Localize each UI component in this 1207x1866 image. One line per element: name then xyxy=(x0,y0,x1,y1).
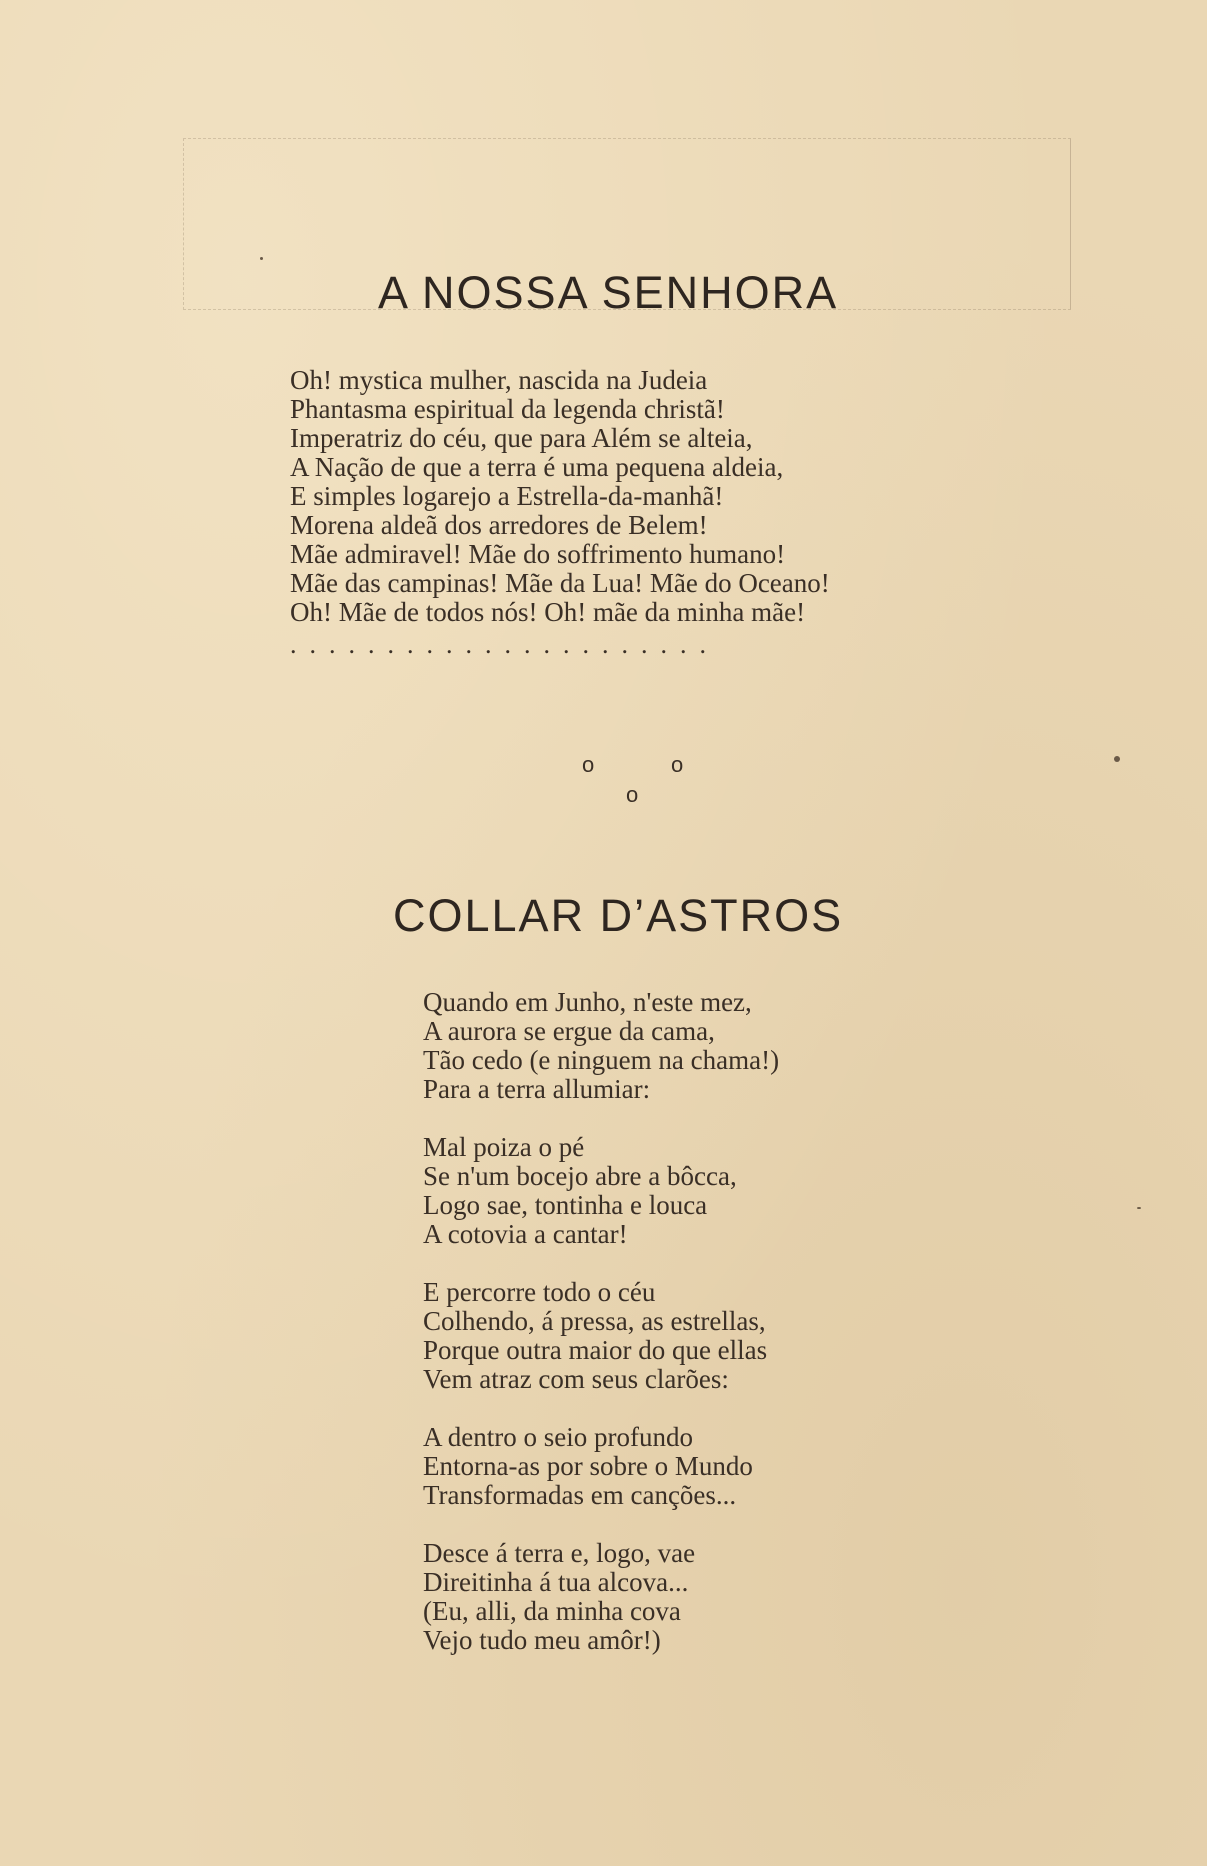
poem-line: Oh! Mãe de todos nós! Oh! mãe da minha mãe! xyxy=(290,597,806,627)
stanza xyxy=(423,1423,779,1510)
poem-line: Entorna-as por sobre o Mundo xyxy=(423,1451,753,1481)
poem-line: Tão cedo (e ninguem na chama!) xyxy=(423,1045,780,1075)
poem-title-collar-dastros: COLLAR D’ASTROS xyxy=(393,890,844,941)
poem-line: Para a terra allumiar: xyxy=(423,1074,651,1104)
paper-speck xyxy=(1137,1207,1141,1209)
poem-line: Morena aldeã dos arredores de Belem! xyxy=(290,510,708,540)
stanza xyxy=(423,1539,779,1655)
poem-line: A aurora se ergue da cama, xyxy=(423,1016,715,1046)
poem-line: E simples logarejo a Estrella-da-manhã! xyxy=(290,481,724,511)
poem-line: A dentro o seio profundo xyxy=(423,1422,693,1452)
ornament-mark: o xyxy=(671,752,684,777)
ornament-mark: o xyxy=(582,752,595,777)
poem-line: Colhendo, á pressa, as estrellas, xyxy=(423,1306,766,1336)
poem-line: Mãe admiravel! Mãe do soffrimento humano! xyxy=(290,539,786,569)
poem-line: Mal poiza o pé xyxy=(423,1132,585,1162)
poem-line: A cotovia a cantar! xyxy=(423,1219,628,1249)
poem-line: E percorre todo o céu xyxy=(423,1277,656,1307)
poem-line: Vejo tudo meu amôr!) xyxy=(423,1625,661,1655)
ornament-mark: o xyxy=(626,782,639,807)
poem-line: (Eu, alli, da minha cova xyxy=(423,1596,681,1626)
poem-line: Quando em Junho, n'este mez, xyxy=(423,987,752,1017)
poem-line: Oh! mystica mulher, nascida na Judeia xyxy=(290,365,708,395)
poem-line: Logo sae, tontinha e louca xyxy=(423,1190,708,1220)
poem-line: Imperatriz do céu, que para Além se alteia, xyxy=(290,423,753,453)
poem-collar-dastros xyxy=(423,988,779,1684)
poem-line: Phantasma espiritual da legenda christã! xyxy=(290,394,725,424)
ellipsis-line: ...................... xyxy=(290,630,719,659)
poem-line: Vem atraz com seus clarões: xyxy=(423,1364,729,1394)
poem-line: A Nação de que a terra é uma pequena aldeia, xyxy=(290,452,784,482)
paper-speck xyxy=(260,257,263,260)
stanza xyxy=(423,1278,779,1394)
poem-a-nossa-senhora xyxy=(290,366,830,627)
poem-line: Direitinha á tua alcova... xyxy=(423,1567,689,1597)
poem-line: Desce á terra e, logo, vae xyxy=(423,1538,696,1568)
poem-line: Se n'um bocejo abre a bôcca, xyxy=(423,1161,737,1191)
poem-line: Transformadas em canções... xyxy=(423,1480,737,1510)
poem-line: Porque outra maior do que ellas xyxy=(423,1335,768,1365)
paper-speck xyxy=(1114,756,1120,762)
poem-title-a-nossa-senhora: A NOSSA SENHORA xyxy=(378,267,839,318)
stanza xyxy=(423,1133,779,1249)
poem-line: Mãe das campinas! Mãe da Lua! Mãe do Oceano! xyxy=(290,568,830,598)
stanza xyxy=(423,988,779,1104)
